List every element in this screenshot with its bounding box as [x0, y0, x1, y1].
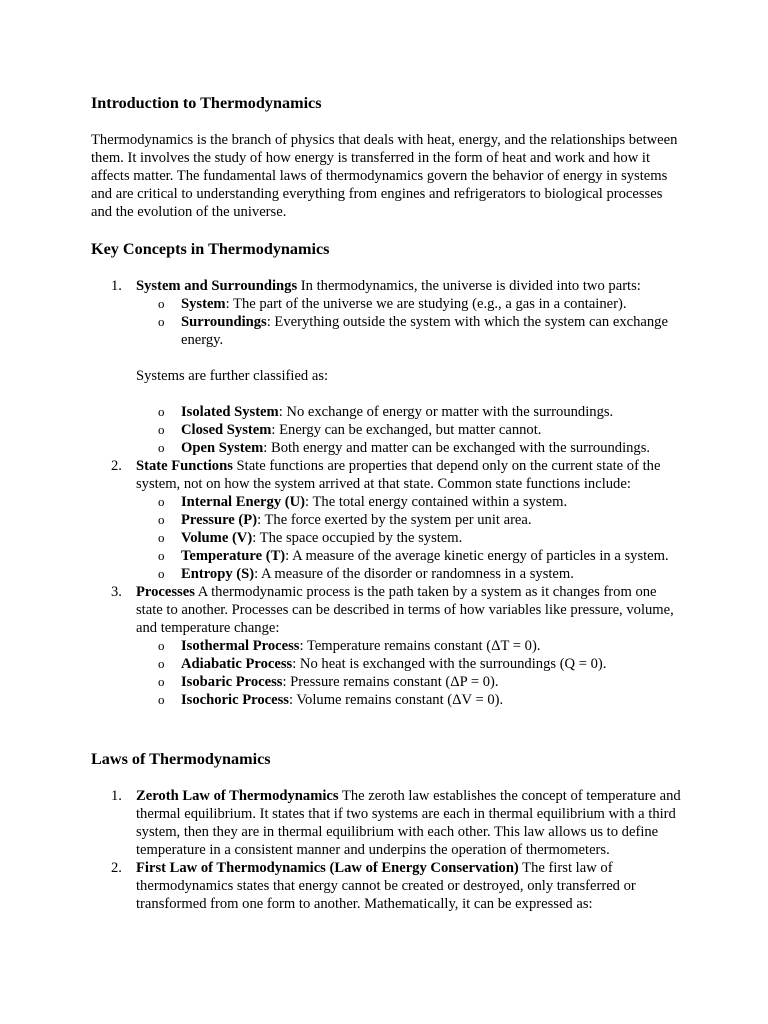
concept-item — [91, 277, 681, 457]
concept-item — [91, 457, 681, 583]
bullet-glyph: o — [158, 692, 165, 707]
sub-text: : The force exerted by the system per unit area. — [257, 512, 532, 528]
sub-text: : A measure of the average kinetic energy of particles in a system. — [285, 548, 669, 564]
bullet-glyph: o — [158, 494, 165, 509]
list-number: 1. — [111, 278, 122, 294]
classification-paragraph: Systems are further classified as: — [136, 368, 329, 384]
sub-item — [136, 421, 681, 439]
law-title: Zeroth Law of Thermodynamics — [136, 788, 339, 804]
sub-term: Internal Energy (U) — [181, 494, 306, 510]
sub-list — [136, 637, 681, 709]
sub-term: Isolated System — [181, 404, 279, 420]
sub-item — [136, 673, 681, 691]
sub-item — [136, 313, 681, 349]
sub-term: Surroundings — [181, 314, 267, 330]
sub-item — [136, 691, 681, 709]
bullet-glyph: o — [158, 566, 165, 581]
sub-text: : No heat is exchanged with the surroundings (Q = 0). — [292, 656, 607, 672]
sub-text: : The space occupied by the system. — [252, 530, 463, 546]
concepts-list — [91, 277, 681, 709]
sub-text: : Both energy and matter can be exchanged with the surroundings. — [263, 440, 651, 456]
law-item — [91, 859, 681, 913]
bullet-glyph: o — [158, 296, 165, 311]
bullet-glyph: o — [158, 512, 165, 527]
sub-term: Closed System — [181, 422, 272, 438]
law-text: The zeroth law establishes the concept of temperature and thermal equilibrium. It states that if two systems are each in thermal equilibrium with a third system, then they are in thermal equilibrium with each other. This law allows us to define temperature in a consistent manner and underpins the operation of thermometers. — [136, 788, 681, 858]
sub-item — [136, 295, 681, 313]
sub-term: Isothermal Process — [181, 638, 300, 654]
concept-title: Processes — [136, 584, 195, 600]
sub-item — [136, 565, 681, 583]
bullet-glyph: o — [158, 656, 165, 671]
law-item — [91, 787, 681, 859]
concept-text: A thermodynamic process is the path taken by a system as it changes from one state to another. Processes can be described in terms of how variables like pressure, volume, and temperature change: — [136, 584, 674, 636]
bullet-glyph: o — [158, 440, 165, 455]
heading-key-concepts: Key Concepts in Thermodynamics — [91, 240, 330, 258]
sub-text: : Everything outside the system with which the system can exchange energy. — [181, 314, 668, 348]
sub-item — [136, 439, 681, 457]
bullet-glyph: o — [158, 422, 165, 437]
bullet-glyph: o — [158, 314, 165, 329]
sub-item — [136, 655, 681, 673]
sub-item — [136, 403, 681, 421]
heading-laws: Laws of Thermodynamics — [91, 750, 271, 768]
laws-list — [91, 787, 681, 913]
concept-item — [91, 583, 681, 709]
sub-text: : Pressure remains constant (ΔP = 0). — [282, 674, 499, 690]
intro-paragraph: Thermodynamics is the branch of physics that deals with heat, energy, and the relationships between them. It involves the study of how energy is transferred in the form of heat and work and how it affects matter. The fundamental laws of thermodynamics govern the behavior of energy in systems and are critical to understanding everything from engines and refrigerators to biological processes and the evolution of the universe. — [91, 132, 678, 220]
law-text: The first law of thermodynamics states that energy cannot be created or destroyed, only transferred or transformed from one form to another. Mathematically, it can be expressed as: — [136, 860, 636, 912]
sub-term: Entropy (S) — [181, 566, 255, 582]
bullet-glyph: o — [158, 530, 165, 545]
bullet-glyph: o — [158, 674, 165, 689]
concept-title: State Functions — [136, 458, 233, 474]
sub-text: : Volume remains constant (ΔV = 0). — [288, 692, 504, 708]
sub-term: Open System — [181, 440, 264, 456]
sub-term: System — [181, 296, 226, 312]
concept-title: System and Surroundings — [136, 278, 298, 294]
sub-item — [136, 547, 681, 565]
bullet-glyph: o — [158, 404, 165, 419]
sub-term: Temperature (T) — [181, 548, 286, 564]
sub-text: : The part of the universe we are studying (e.g., a gas in a container). — [225, 296, 627, 312]
sub-term: Adiabatic Process — [181, 656, 293, 672]
sub-list — [136, 295, 681, 349]
sub-list — [136, 403, 681, 457]
sub-text: : The total energy contained within a system. — [305, 494, 568, 510]
list-number: 3. — [111, 584, 122, 600]
sub-text: : Temperature remains constant (ΔT = 0). — [299, 638, 541, 654]
list-number: 2. — [111, 458, 122, 474]
sub-text: : Energy can be exchanged, but matter cannot. — [271, 422, 542, 438]
list-number: 1. — [111, 788, 122, 804]
concept-text: In thermodynamics, the universe is divided into two parts: — [297, 278, 641, 294]
sub-term: Pressure (P) — [181, 512, 258, 528]
bullet-glyph: o — [158, 548, 165, 563]
concept-text: State functions are properties that depend only on the current state of the system, not on how the system arrived at that state. Common state functions include: — [136, 458, 661, 492]
heading-introduction: Introduction to Thermodynamics — [91, 94, 322, 112]
sub-item — [136, 529, 681, 547]
sub-item — [136, 493, 681, 511]
sub-term: Isochoric Process — [181, 692, 289, 708]
bullet-glyph: o — [158, 638, 165, 653]
list-number: 2. — [111, 860, 122, 876]
sub-term: Volume (V) — [181, 530, 253, 546]
law-title: First Law of Thermodynamics (Law of Energy Conservation) — [136, 860, 519, 876]
sub-text: : A measure of the disorder or randomness in a system. — [254, 566, 574, 582]
sub-text: : No exchange of energy or matter with the surroundings. — [278, 404, 614, 420]
sub-item — [136, 511, 681, 529]
sub-list — [136, 493, 681, 583]
sub-item — [136, 637, 681, 655]
sub-term: Isobaric Process — [181, 674, 283, 690]
